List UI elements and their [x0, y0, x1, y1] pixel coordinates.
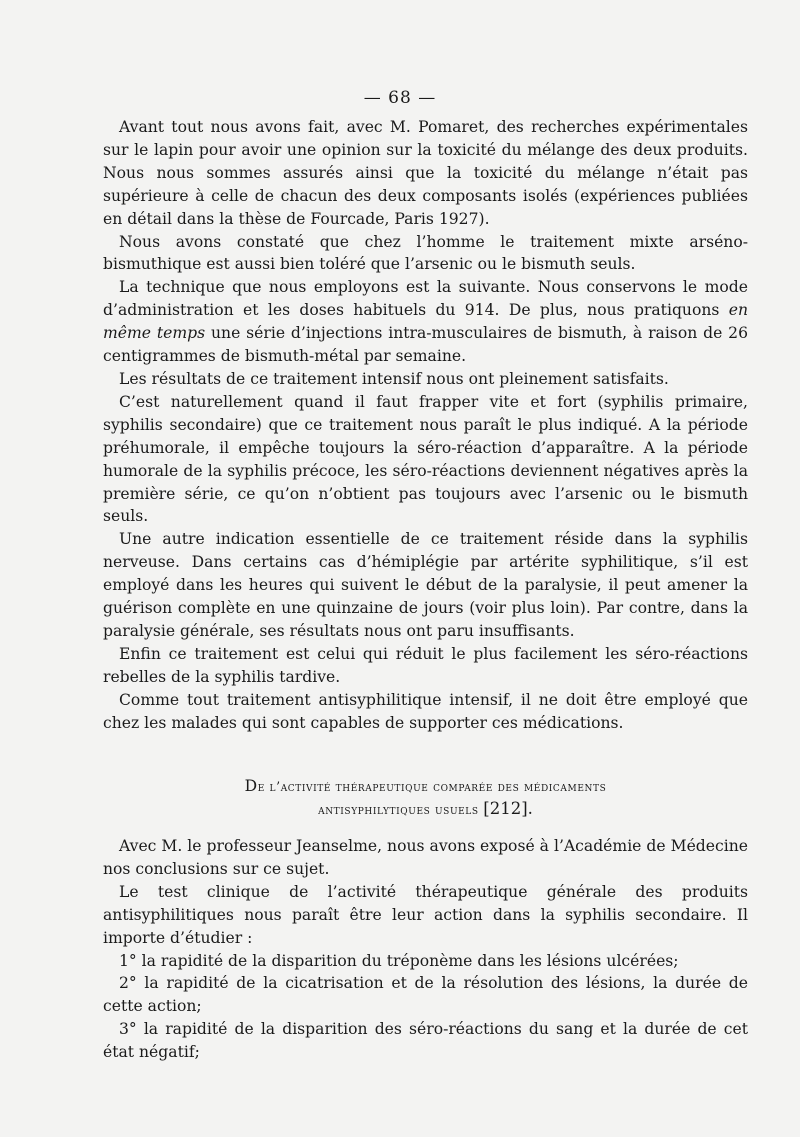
paragraph: Le test clinique de l’activité thérapeutique générale des produits antisyphilitiques nous paraît être leur action dans la syphilis secondaire. Il importe d’étudier :	[103, 882, 748, 947]
paragraph: Avec M. le professeur Jeanselme, nous avons exposé à l’Académie de Médecine nos conclusions sur ce sujet.	[103, 837, 748, 878]
list-item: 3° la rapidité de la disparition des séro-réactions du sang et la durée de cet état négatif;	[103, 1020, 748, 1062]
paragraph-text: une série d’injections intra-musculaires de bismuth, à raison de 26 centigrammes de bismuth-métal par semaine.	[103, 324, 748, 366]
page-number: — 68 —	[363, 88, 437, 108]
paragraph: Une autre indication essentielle de ce traitement réside dans la syphilis nerveuse. Dans certains cas d’hémiplégie par artérite syphilitique, s’il est employé dans les heures qui suivent le début de la paralysie, il peut amener la guérison complète en une quinzaine de jours (voir plus loin). Par contre, dans la paralysie générale, ses résultats nous ont paru insuffisants.	[103, 530, 748, 640]
paragraph: Comme tout traitement antisyphilitique intensif, il ne doit être employé que chez les malades qui sont capables de supporter ces médications.	[103, 690, 748, 732]
section-heading-line-1	[103, 775, 748, 798]
paragraph: Avant tout nous avons fait, avec M. Pomaret, des recherches expérimentales sur le lapin pour avoir une opinion sur la toxicité du mélange des deux produits. Nous nous sommes assurés ainsi que la toxicité du mélange n’était pas supérieure à celle de chacun des deux composants isolés (expériences publiées en détail dans la thèse de Fourcade, Paris 1927).	[103, 118, 748, 228]
paragraph-text: La technique que nous employons est la suivante. Nous conservons le mode d’administration et les doses habituels du 914. De plus, nous pratiquons	[103, 278, 748, 320]
heading-text: e l’activité thérapeutique comparée des médicaments	[257, 779, 607, 794]
italic-text: en même temps	[103, 301, 748, 343]
paragraph: Enfin ce traitement est celui qui réduit le plus facilement les séro-réactions rebelles de la syphilis tardive.	[103, 644, 748, 686]
body-text-bottom	[103, 835, 748, 1064]
heading-initial: D	[244, 777, 258, 795]
body-text-top	[103, 116, 748, 734]
heading-text: antisyphilytiques usuels	[318, 802, 479, 817]
list-item: 2° la rapidité de la cicatrisation et de la résolution des lésions, la durée de cette action;	[103, 974, 748, 1016]
paragraph	[103, 276, 748, 368]
list-item: 1° la rapidité de la disparition du tréponème dans les lésions ulcérées;	[119, 951, 679, 970]
paragraph: Nous avons constaté que chez l’homme le traitement mixte arséno-bismuthique est aussi bien toléré que l’arsenic ou le bismuth seuls.	[103, 232, 748, 274]
section-heading	[103, 775, 748, 821]
paragraph: Les résultats de ce traitement intensif nous ont pleinement satisfaits.	[119, 369, 669, 388]
section-heading-line-2	[103, 798, 748, 821]
heading-reference: [212].	[483, 799, 533, 818]
paragraph: C’est naturellement quand il faut frapper vite et fort (syphilis primaire, syphilis secondaire) que ce traitement nous paraît le plus indiqué. A la période préhumorale, il empêche toujours la séro-réaction d’apparaître. A la période humorale de la syphilis précoce, les séro-réactions deviennent négatives après la première série, ce qu’on n’obtient pas toujours avec l’arsenic ou le bismuth seuls.	[103, 392, 748, 526]
